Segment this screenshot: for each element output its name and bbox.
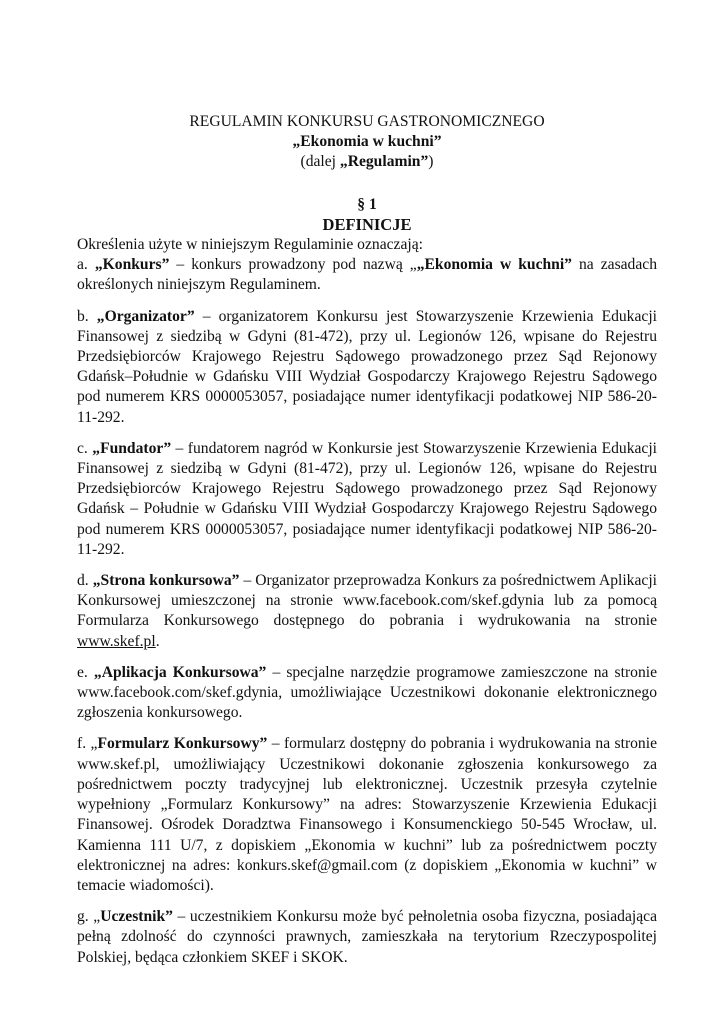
definition-c: c. „Fundator” – fundatorem nagród w Konkursie jest Stowarzyszenie Krzewienia Edukacji Finansowej z siedzibą w Gdyni (81-472), przy ul. Legionów 126, wpisane do Rejestru Przedsiębiorców Krajowego Rejestru Sądowego prowadzonego przez Sąd Rejonowy Gdańsk – Południe w Gdańsku VIII Wydział Gospodarczy Krajowego Rejestru Sądowego pod numerem KRS 0000053057, posiadające numer identyfikacji podatkowej NIP 586-20-11-292. bbox=[77, 439, 658, 558]
definition-b: b. „Organizator” – organizatorem Konkursu jest Stowarzyszenie Krzewienia Edukacji Finansowej z siedzibą w Gdyni (81-472), przy ul. Legionów 126, wpisane do Rejestru Przedsiębiorców Krajowego Rejestru Sądowego prowadzonego przez Sąd Rejonowy Gdańsk–Południe w Gdańsku VIII Wydział Gospodarczy Krajowego Rejestru Sądowego pod numerem KRS 0000053057, posiadające numer identyfikacji podatkowej NIP 586-20-11-292. bbox=[77, 307, 657, 426]
document-page bbox=[77, 112, 657, 968]
section-title: DEFINICJE bbox=[322, 214, 412, 234]
section-number: § 1 bbox=[357, 195, 377, 213]
document-header bbox=[77, 112, 657, 173]
definition-d: d. „Strona konkursowa” – Organizator przeprowadza Konkurs za pośrednictwem Aplikacji Konkursowej umieszczonej na stronie www.facebook.com/skef.gdynia lub za pomocą Formularza Konkursowego dostępnego do pobrania i wydrukowania na stronie www.skef.pl. bbox=[77, 572, 657, 650]
header-spacer bbox=[77, 173, 657, 195]
regulation-alias: (dalej „Regulamin”) bbox=[300, 153, 434, 171]
regulation-title: REGULAMIN KONKURSU GASTRONOMICZNEGO bbox=[189, 113, 545, 130]
definition-e: e. „Aplikacja Konkursowa” – specjalne narzędzie programowe zamieszczone na stronie www.facebook.com/skef.gdynia, umożliwiające Uczestnikowi dokonanie elektronicznego zgłoszenia konkursowego. bbox=[77, 663, 657, 722]
definition-g: g. „Uczestnik” – uczestnikiem Konkursu może być pełnoletnia osoba fizyczna, posiadająca pełną zdolność do czynności prawnych, zamieszkała na terytorium Rzeczypospolitej Polskiej, będąca członkiem SKEF i SKOK. bbox=[77, 908, 657, 966]
definitions-intro: Określenia użyte w niniejszym Regulaminie oznaczają: bbox=[77, 236, 423, 254]
skef-website-link[interactable]: www.skef.pl bbox=[77, 632, 156, 650]
definition-a: a. „Konkurs” – konkurs prowadzony pod nazwą „„Ekonomia w kuchni” na zasadach określonych niniejszym Regulaminem. bbox=[77, 256, 657, 294]
definition-f: f. „Formularz Konkursowy” – formularz dostępny do pobrania i wydrukowania na stronie www.skef.pl, umożliwiający Uczestnikowi dokonanie zgłoszenia konkursowego za pośrednictwem poczty tradycyjnej lub elektronicznej. Uczestnik przesyła czytelnie wypełniony „Formularz Konkursowy” na adres: Stowarzyszenie Krzewienia Edukacji Finansowej. Ośrodek Doradztwa Finansowego i Konsumenckiego 50-545 Wrocław, ul. Kamienna 111 U/7, z dopiskiem „Ekonomia w kuchni” lub za pośrednictwem poczty elektronicznej na adres: konkurs.skef@gmail.com (z dopiskiem „Ekonomia w kuchni” w temacie wiadomości). bbox=[77, 735, 657, 894]
contest-name: „Ekonomia w kuchni” bbox=[292, 133, 442, 151]
